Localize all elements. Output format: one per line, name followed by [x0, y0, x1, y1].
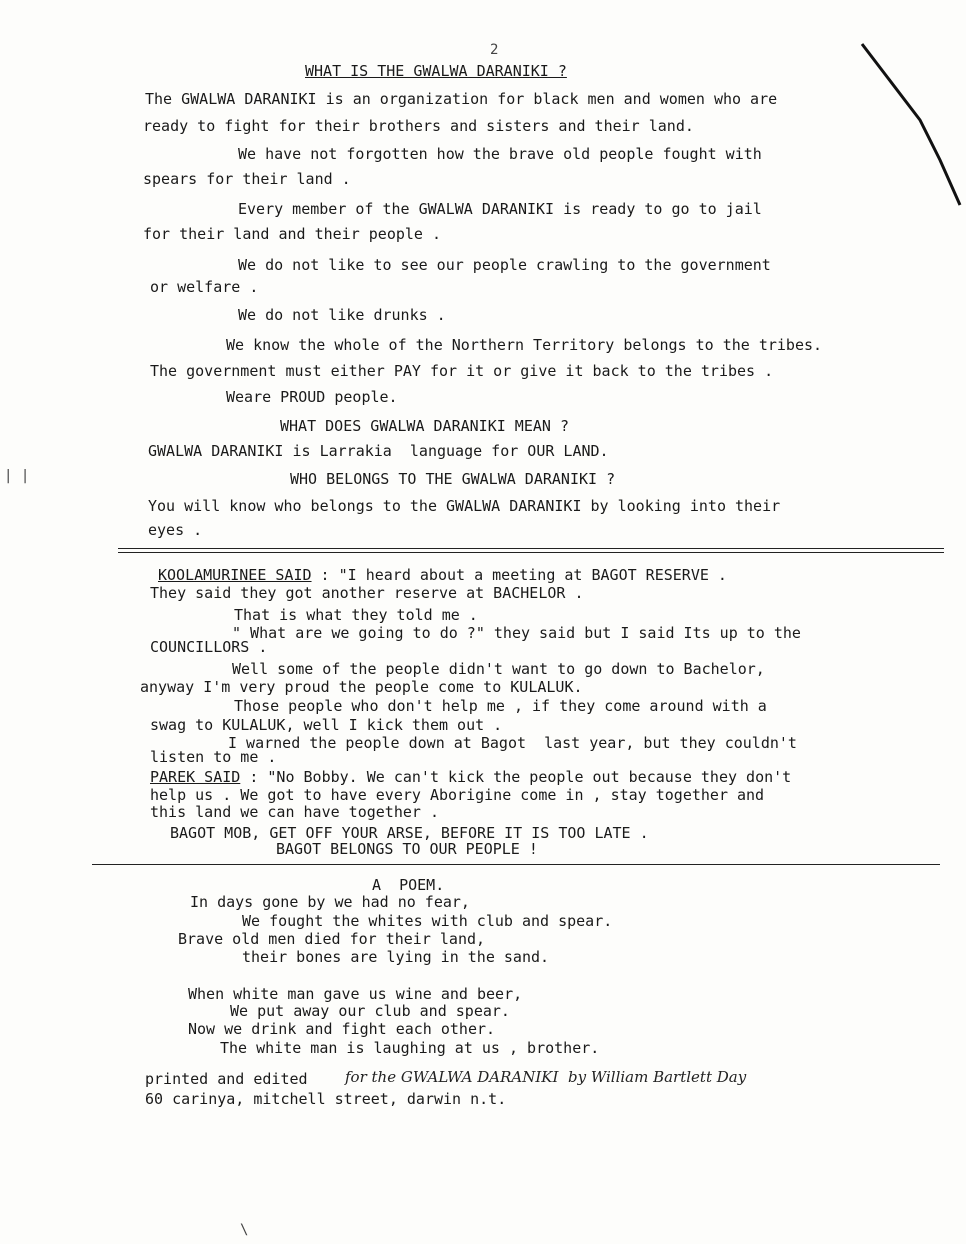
page-title: WHAT IS THE GWALWA DARANIKI ? — [305, 62, 567, 80]
quote-line: Well some of the people didn't want to go down to Bachelor, — [232, 660, 765, 678]
poem-title: A POEM. — [372, 876, 445, 894]
poem-line: their bones are lying in the sand. — [242, 948, 550, 966]
footer-address: 60 carinya, mitchell street, darwin n.t. — [145, 1090, 507, 1108]
quote-line: BAGOT MOB, GET OFF YOUR ARSE, BEFORE IT IS TOO LATE . — [170, 824, 649, 842]
quote-line: BAGOT BELONGS TO OUR PEOPLE ! — [276, 840, 538, 858]
answer-line: GWALWA DARANIKI is Larrakia language for OUR LAND. — [148, 442, 609, 460]
poem-line: When white man gave us wine and beer, — [188, 985, 523, 1003]
poem-line: In days gone by we had no fear, — [190, 893, 470, 911]
footer-typed: printed and edited — [145, 1070, 308, 1088]
quote-line: anyway I'm very proud the people come to KULALUK. — [140, 678, 583, 696]
margin-tick-mark: | | — [4, 468, 30, 484]
section-divider — [92, 864, 940, 865]
margin-tick-mark: \ — [240, 1222, 249, 1238]
intro-line: spears for their land . — [143, 170, 351, 188]
poem-line: Brave old men died for their land, — [178, 930, 486, 948]
intro-line: We do not like drunks . — [238, 306, 446, 324]
quote-line: I warned the people down at Bagot last year, but they couldn't — [228, 734, 797, 752]
quote-line: this land we can have together . — [150, 803, 439, 821]
speaker-name: PAREK SAID — [150, 768, 241, 786]
quote-line: " What are we going to do ?" they said but I said Its up to the — [232, 624, 801, 642]
intro-line: Every member of the GWALWA DARANIKI is ready to go to jail — [238, 200, 762, 218]
question-heading: WHO BELONGS TO THE GWALWA DARANIKI ? — [290, 470, 616, 488]
poem-line: We fought the whites with club and spear. — [242, 912, 613, 930]
answer-line: You will know who belongs to the GWALWA DARANIKI by looking into their — [148, 497, 781, 515]
intro-line: We know the whole of the Northern Territory belongs to the tribes. — [226, 336, 823, 354]
intro-line: We have not forgotten how the brave old people fought with — [238, 145, 762, 163]
intro-line: The GWALWA DARANIKI is an organization for black men and women who are — [145, 90, 778, 108]
poem-line: Now we drink and fight each other. — [188, 1020, 496, 1038]
section-divider — [118, 548, 944, 549]
intro-line: for their land and their people . — [143, 225, 442, 243]
quote-line: listen to me . — [150, 748, 277, 766]
scan-edge-mark — [860, 40, 966, 210]
poem-line: The white man is laughing at us , brother. — [220, 1039, 600, 1057]
quote-line: Those people who don't help me , if they come around with a — [234, 697, 767, 715]
quote-line: swag to KULALUK, well I kick them out . — [150, 716, 503, 734]
answer-line: eyes . — [148, 521, 203, 539]
footer-handwritten: for the GWALWA DARANIKI by William Bartlett Day — [345, 1068, 747, 1086]
quote-line: That is what they told me . — [234, 606, 478, 624]
poem-line: We put away our club and spear. — [230, 1002, 510, 1020]
intro-line: or welfare . — [150, 278, 259, 296]
page-number: 2 — [490, 42, 499, 58]
intro-line: The government must either PAY for it or give it back to the tribes . — [150, 362, 774, 380]
intro-line: Weare PROUD people. — [226, 388, 398, 406]
quote-line: They said they got another reserve at BACHELOR . — [150, 584, 584, 602]
intro-line: ready to fight for their brothers and sisters and their land. — [143, 117, 694, 135]
quote-line: : "No Bobby. We can't kick the people out because they don't — [240, 768, 792, 786]
quote-line: : "I heard about a meeting at BAGOT RESERVE . — [311, 566, 727, 584]
quote-line: COUNCILLORS . — [150, 638, 268, 656]
question-heading: WHAT DOES GWALWA DARANIKI MEAN ? — [280, 417, 569, 435]
intro-line: We do not like to see our people crawling to the government — [238, 256, 771, 274]
section-divider — [118, 552, 944, 553]
speaker-name: KOOLAMURINEE SAID — [158, 566, 312, 584]
quote-line: help us . We got to have every Aborigine come in , stay together and — [150, 786, 765, 804]
